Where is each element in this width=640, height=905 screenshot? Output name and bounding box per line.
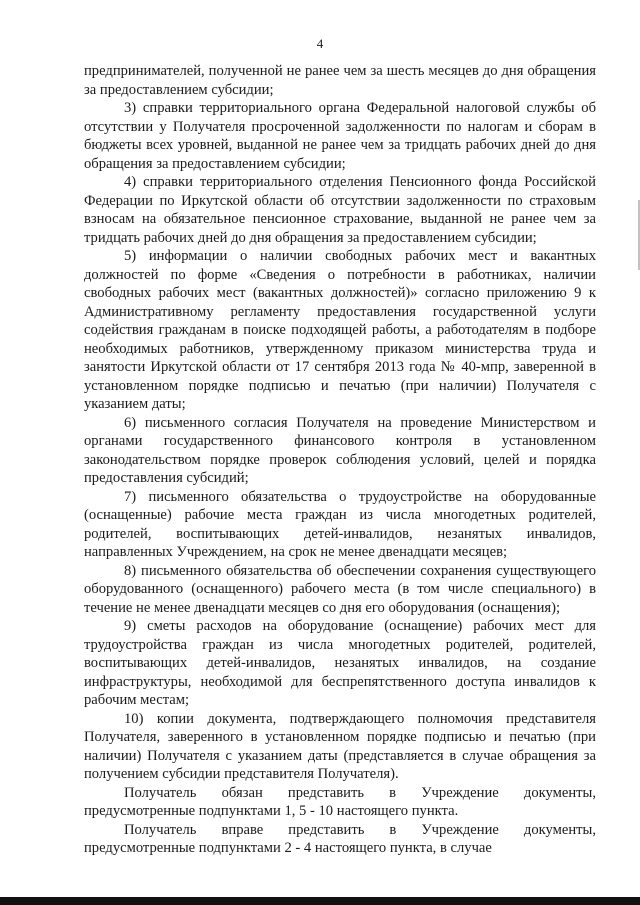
paragraph-item-4: 4) справки территориального отделения Пенсионного фонда Российской Федерации по Иркутской области об отсутствии задолженности по страховым взносам на обязательное пенсионное страхование, выданной не ранее чем за тридцать рабочих дней до дня обращения за предоставлением субсидии; — [84, 174, 596, 246]
paragraph-item-6: 6) письменного согласия Получателя на проведение Министерством и органами государственного финансового контроля в установленном законодательством порядке проверок соблюдения условий, целей и порядка предоставления субсидий; — [84, 414, 596, 486]
paragraph-item-3: 3) справки территориального органа Федеральной налоговой службы об отсутствии у Получателя просроченной задолженности по налогам и сборам в бюджеты всех уровней, выданной не ранее чем за тридцать рабочих дней до дня обращения за предоставлением субсидии; — [84, 100, 596, 172]
paragraph-item-8: 8) письменного обязательства об обеспечении сохранения существующего оборудованного (оснащенного) рабочего места (в том числе специального) в течение не менее двенадцати месяцев со дня его оборудования (оснащения); — [84, 562, 596, 616]
page-number: 4 — [316, 36, 324, 51]
paragraph-item-9: 9) сметы расходов на оборудование (оснащение) рабочих мест для трудоустройства граждан из числа многодетных родителей, родителей, воспитывающих детей-инвалидов, незанятых инвалидов, на создание инфраструктуры, необходимой для беспрепятственного доступа инвалидов к рабочим местам; — [84, 618, 596, 708]
paragraph-item-10: 10) копии документа, подтверждающего полномочия представителя Получателя, заверенного в установленном порядке подписью и печатью (при наличии) Получателя с указанием даты (представляется в случае обращения за получением субсидии представителя Получателя). — [84, 710, 596, 782]
document-body — [84, 62, 596, 858]
paragraph-item-7: 7) письменного обязательства о трудоустройстве на оборудованные (оснащенные) рабочие места граждан из числа многодетных родителей, родителей, воспитывающих детей-инвалидов, незанятых инвалидов, направленных Учреждением, на срок не менее двенадцати месяцев; — [84, 488, 596, 560]
paragraph-continuation: предпринимателей, полученной не ранее чем за шесть месяцев до дня обращения за предоставлением субсидии; — [84, 63, 596, 98]
paragraph-item-5: 5) информации о наличии свободных рабочих мест и вакантных должностей по форме «Сведения о потребности в работниках, наличии свободных рабочих мест (вакантных должностей)» согласно приложению 9 к Административному регламенту предоставления государственной услуги содействия гражданам в поиске подходящей работы, а работодателям в подборе необходимых работников, утвержденному приказом министерства труда и занятости Иркутской области от 17 сентября 2013 года № 40-мпр, заверенной в установленном порядке подписью и печатью (при наличии) Получателя с указанием даты; — [84, 248, 596, 412]
paragraph-obligation: Получатель обязан представить в Учреждение документы, предусмотренные подпунктами 1, 5 - 10 настоящего пункта. — [84, 784, 596, 819]
paragraph-right: Получатель вправе представить в Учреждение документы, предусмотренные подпунктами 2 - 4 настоящего пункта, в случае — [84, 821, 596, 856]
scan-bottom-border — [0, 897, 640, 905]
